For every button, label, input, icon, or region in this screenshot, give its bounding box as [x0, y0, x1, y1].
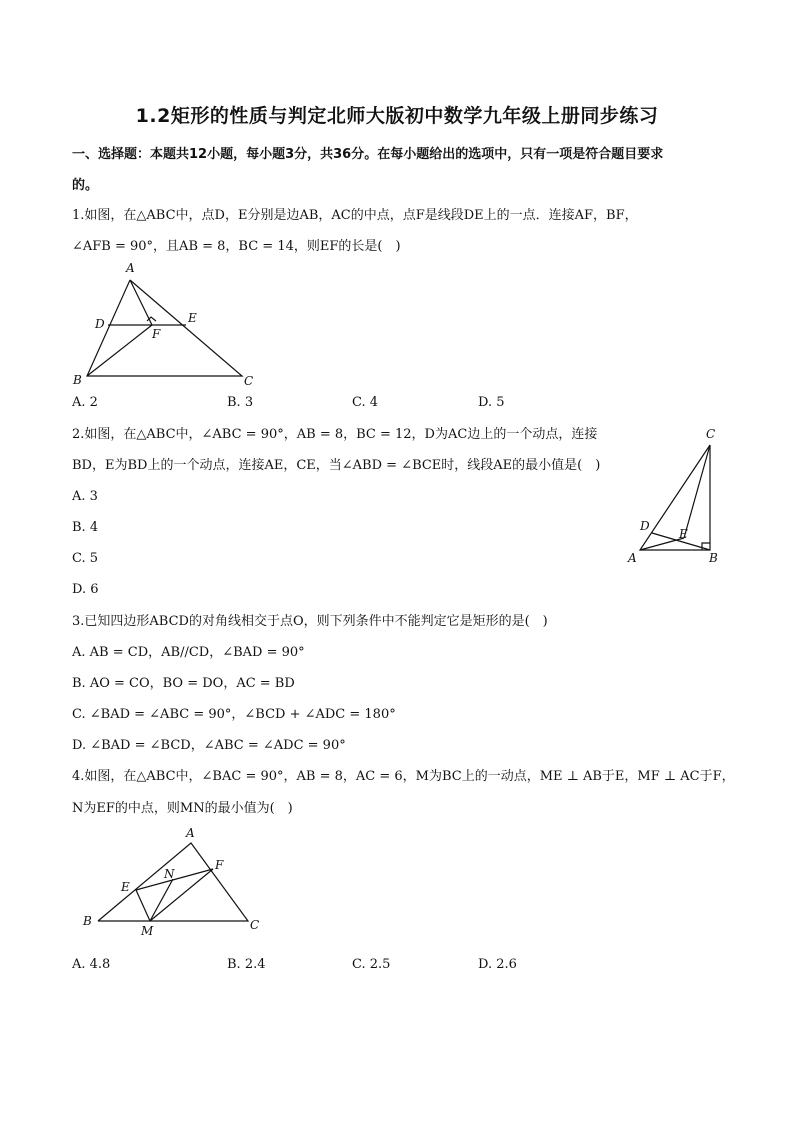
page-title: 1.2矩形的性质与判定北师大版初中数学九年级上册同步练习: [135, 105, 659, 127]
fig2-label-b: B: [709, 551, 718, 565]
question-2-triangle-figure: [622, 425, 732, 570]
fig1-label-a: A: [126, 261, 135, 275]
question-1-triangle-figure: [70, 258, 270, 393]
q2-option-a[interactable]: A. 3: [72, 489, 98, 504]
fig4-label-m: M: [141, 924, 154, 938]
question-2-text-line1: 2.如图，在△ABC中，∠ABC = 90°，AB = 8，BC = 12，D为AC边上的一个动点，连接: [72, 427, 598, 442]
question-1-text-line2: ∠AFB = 90°，且AB = 8，BC = 14，则EF的长是( ): [72, 239, 401, 254]
section-instructions-line1: 一、选择题：本题共12小题，每小题3分，共36分。在每小题给出的选项中，只有一项是符合题目要求: [72, 147, 664, 162]
fig4-label-c: C: [250, 918, 260, 932]
question-1-options: [72, 395, 672, 413]
fig4-label-n: N: [164, 867, 175, 881]
question-3-text: 3.已知四边形ABCD的对角线相交于点O，则下列条件中不能判定它是矩形的是( ): [72, 614, 548, 629]
q3-option-c[interactable]: C. ∠BAD = ∠ABC = 90°，∠BCD + ∠ADC = 180°: [72, 707, 396, 722]
q3-option-a[interactable]: A. AB = CD，AB//CD，∠BAD = 90°: [72, 645, 305, 660]
q4-option-a[interactable]: A. 4.8: [72, 957, 111, 972]
q2-option-d[interactable]: D. 6: [72, 582, 99, 597]
question-4-text-line2: N为EF的中点，则MN的最小值为( ): [72, 801, 293, 816]
fig4-label-f: F: [215, 858, 224, 872]
fig2-label-a: A: [628, 551, 637, 565]
q4-option-d[interactable]: D. 2.6: [478, 957, 517, 972]
question-4-options: [72, 957, 672, 975]
q1-option-b[interactable]: B. 3: [227, 395, 254, 410]
fig1-label-f: F: [152, 327, 161, 341]
q4-option-b[interactable]: B. 2.4: [227, 957, 266, 972]
fig1-label-d: D: [95, 317, 105, 331]
question-1-text-line1: 1.如图，在△ABC中，点D，E分别是边AB，AC的中点，点F是线段DE上的一点．连接AF，BF，: [72, 208, 638, 223]
q3-option-d[interactable]: D. ∠BAD = ∠BCD，∠ABC = ∠ADC = 90°: [72, 738, 346, 753]
question-2-text-line2: BD，E为BD上的一个动点，连接AE，CE，当∠ABD = ∠BCE时，线段AE的最小值是( ): [72, 458, 601, 473]
q2-option-c[interactable]: C. 5: [72, 551, 99, 566]
fig4-label-b: B: [83, 914, 92, 928]
q3-option-b[interactable]: B. AO = CO，BO = DO，AC = BD: [72, 676, 295, 691]
fig1-label-e: E: [188, 311, 197, 325]
question-4-text-line1: 4.如图，在△ABC中，∠BAC = 90°，AB = 8，AC = 6，M为BC上的一动点，ME ⊥ AB于E，MF ⊥ AC于F，: [72, 769, 735, 784]
fig4-label-a: A: [186, 828, 195, 840]
question-4-triangle-figure: [78, 828, 278, 943]
q4-option-c[interactable]: C. 2.5: [352, 957, 391, 972]
q1-option-d[interactable]: D. 5: [478, 395, 505, 410]
fig1-label-c: C: [244, 374, 254, 388]
q1-option-c[interactable]: C. 4: [352, 395, 379, 410]
q2-option-b[interactable]: B. 4: [72, 520, 99, 535]
fig2-label-e: E: [679, 527, 688, 541]
q1-option-a[interactable]: A. 2: [72, 395, 98, 410]
fig2-label-d: D: [640, 519, 650, 533]
fig4-label-e: E: [121, 880, 130, 894]
fig1-label-b: B: [73, 373, 82, 387]
section-instructions-line2: 的。: [72, 178, 99, 193]
fig2-label-c: C: [706, 427, 716, 441]
